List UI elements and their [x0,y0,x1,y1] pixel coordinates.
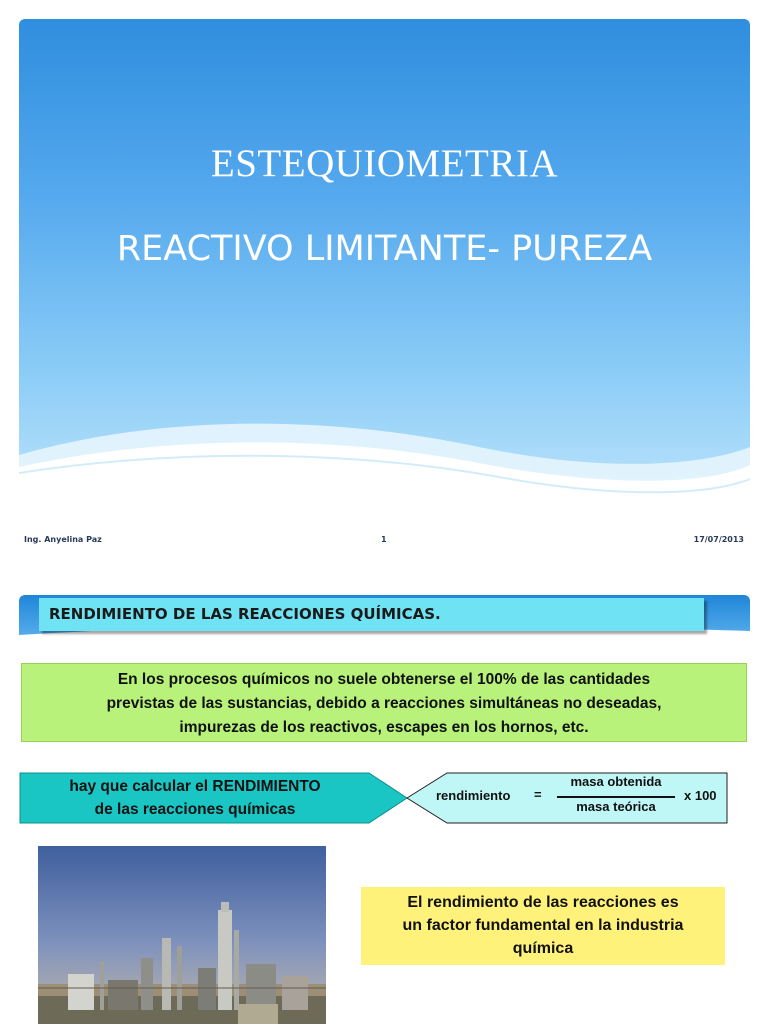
refinery-illustration [38,846,326,1024]
intro-line: En los procesos químicos no suele obtenerse el 100% de las cantidades [117,671,651,688]
footer-page-number: 1 [381,535,387,544]
formula-equals: = [534,787,542,802]
callout-emphasis: RENDIMIENTO [212,778,321,795]
footer-date: 17/07/2013 [693,535,744,544]
formula-lhs: rendimiento [436,788,511,803]
note-line: El rendimiento de las reacciones es [407,894,679,911]
formula-multiplier: x 100 [684,788,717,803]
refinery-photo [38,846,326,1024]
intro-line: previstas de las sustancias, debido a reacciones simultáneas no deseadas, [106,695,662,712]
title-slide [19,19,750,527]
wave-decoration [19,407,750,527]
callout-text [25,775,365,821]
note-line: química [512,940,574,957]
slide-subtitle: REACTIVO LIMITANTE- PUREZA [116,229,653,269]
fraction-bar [557,796,675,798]
intro-box [21,663,747,742]
formula-denominator: masa teórica [576,799,656,814]
note-line: un factor fundamental en la industria [402,917,684,934]
section-heading: RENDIMIENTO DE LAS REACCIONES QUÍMICAS. [39,598,704,631]
callout-line2: de las reacciones químicas [94,801,296,818]
footer-author: Ing. Anyelina Paz [24,535,102,544]
intro-line: impurezas de los reactivos, escapes en los hornos, etc. [179,719,589,736]
note-box [361,887,725,965]
content-slide [19,595,750,1024]
slide-title: ESTEQUIOMETRIA [210,142,559,185]
yield-formula-diagram [19,771,750,829]
callout-prefix: hay que calcular el [69,778,213,795]
formula-numerator: masa obtenida [570,774,662,789]
